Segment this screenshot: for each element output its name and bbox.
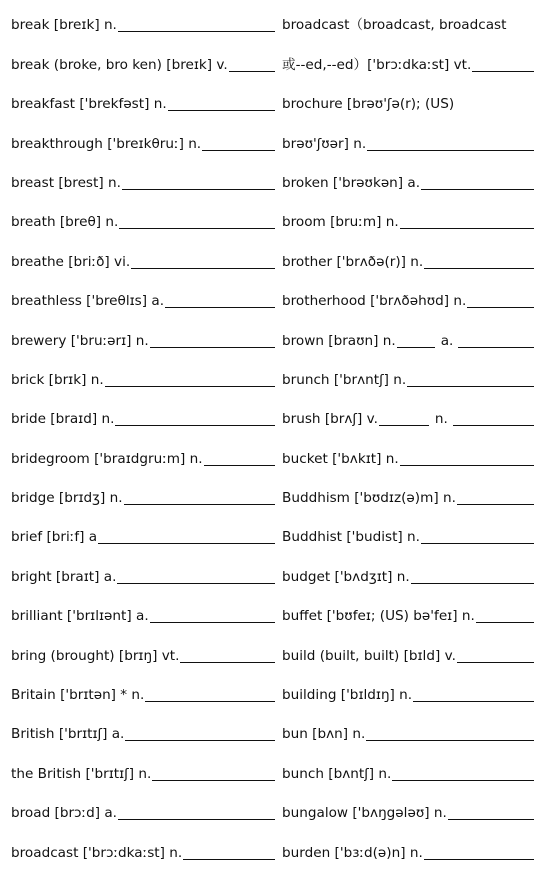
- answer-blank[interactable]: [180, 661, 275, 663]
- answer-blank[interactable]: [397, 346, 435, 348]
- word-term: brilliant ['brɪlɪənt] a.: [11, 608, 149, 625]
- word-term: brotherhood ['brʌðəhʊd] n.: [282, 293, 467, 310]
- word-term: brewery ['bruːərɪ] n.: [11, 332, 149, 349]
- word-term: brush [brʌʃ] v.: [282, 411, 378, 428]
- answer-blank[interactable]: [152, 779, 275, 781]
- word-term: brief [briːf] a: [11, 529, 98, 546]
- answer-blank[interactable]: [150, 621, 275, 623]
- word-term: bridegroom ['braɪdgruːm] n.: [11, 450, 203, 467]
- word-term: breathless ['breθlɪs] a.: [11, 293, 165, 310]
- word-entry: [282, 477, 534, 516]
- word-term: breast [brest] n.: [11, 174, 121, 191]
- answer-blank[interactable]: [118, 818, 275, 820]
- word-entry: [11, 437, 275, 476]
- word-term: Buddhism ['bʊdɪz(ə)m] n.: [282, 490, 456, 507]
- answer-blank[interactable]: [453, 424, 534, 426]
- word-term: bungalow ['bʌŋgələʊ] n.: [282, 805, 447, 822]
- word-term: breath [breθ] n.: [11, 214, 119, 231]
- word-entry: [282, 359, 534, 398]
- word-entry: [282, 43, 534, 82]
- answer-blank[interactable]: [366, 739, 534, 741]
- word-part-label: a.: [440, 332, 454, 349]
- word-entry: [282, 831, 534, 870]
- word-entry: [11, 83, 275, 122]
- word-term: bridge [brɪdʒ] n.: [11, 490, 123, 507]
- word-entry: [282, 83, 534, 122]
- word-entry: [11, 201, 275, 240]
- answer-blank[interactable]: [400, 227, 534, 229]
- word-term: bun [bʌn] n.: [282, 726, 366, 743]
- word-term: brunch ['brʌntʃ] n.: [282, 371, 407, 388]
- left-column: [11, 4, 275, 871]
- word-term: British ['brɪtɪʃ] a.: [11, 726, 125, 743]
- answer-blank[interactable]: [392, 779, 534, 781]
- answer-blank[interactable]: [472, 70, 534, 72]
- word-term: broad [brɔːd] a.: [11, 805, 117, 822]
- word-term: build (built, built) [bɪld] v.: [282, 647, 456, 664]
- word-term: brown [braʊn] n.: [282, 332, 396, 349]
- word-entry: [11, 398, 275, 437]
- answer-blank[interactable]: [400, 464, 534, 466]
- answer-blank[interactable]: [124, 503, 275, 505]
- word-term: Buddhist ['budist] n.: [282, 529, 420, 546]
- word-term: buffet ['bʊfeɪ; (US) bə'feɪ] n.: [282, 608, 475, 625]
- answer-blank[interactable]: [125, 739, 275, 741]
- word-term: break (broke, bro ken) [breɪk] v.: [11, 56, 228, 73]
- answer-blank[interactable]: [119, 227, 275, 229]
- word-entry: [11, 752, 275, 791]
- word-entry: [282, 792, 534, 831]
- word-term: breakfast ['brekfəst] n.: [11, 96, 167, 113]
- answer-blank[interactable]: [424, 858, 534, 860]
- word-part-label: n.: [434, 411, 448, 428]
- word-entry: [11, 122, 275, 161]
- answer-blank[interactable]: [424, 267, 534, 269]
- word-entry: [11, 4, 275, 43]
- word-term: breathe [briːð] vi.: [11, 253, 131, 270]
- word-entry: [282, 516, 534, 555]
- answer-blank[interactable]: [448, 818, 534, 820]
- word-term: bright [braɪt] a.: [11, 568, 117, 585]
- answer-blank[interactable]: [98, 542, 275, 544]
- word-entry: [11, 555, 275, 594]
- word-entry: [11, 713, 275, 752]
- word-term: bride [braɪd] n.: [11, 411, 115, 428]
- answer-blank[interactable]: [183, 858, 275, 860]
- word-term: brother ['brʌðə(r)] n.: [282, 253, 424, 270]
- word-entry: [11, 634, 275, 673]
- answer-blank[interactable]: [407, 385, 534, 387]
- word-entry: [282, 201, 534, 240]
- word-term: Britain ['brɪtən] * n.: [11, 687, 145, 704]
- answer-blank[interactable]: [105, 385, 275, 387]
- answer-blank[interactable]: [457, 661, 534, 663]
- answer-blank[interactable]: [118, 30, 275, 32]
- word-term: breakthrough ['breɪkθruː] n.: [11, 135, 202, 152]
- word-term: brick [brɪk] n.: [11, 371, 104, 388]
- answer-blank[interactable]: [458, 346, 534, 348]
- word-entry: [282, 634, 534, 673]
- word-entry: [11, 792, 275, 831]
- word-entry: [11, 595, 275, 634]
- answer-blank[interactable]: [367, 149, 534, 151]
- answer-blank[interactable]: [379, 424, 429, 426]
- word-term: the British ['brɪtɪʃ] n.: [11, 765, 152, 782]
- word-entry: [282, 162, 534, 201]
- word-entry: [282, 4, 534, 43]
- word-entry: [11, 43, 275, 82]
- answer-blank[interactable]: [115, 424, 275, 426]
- word-term: broadcast ['brɔːdkaːst] n.: [11, 844, 183, 861]
- answer-blank[interactable]: [150, 346, 275, 348]
- word-term: bring (brought) [brɪŋ] vt.: [11, 647, 180, 664]
- answer-blank[interactable]: [413, 700, 534, 702]
- word-list-grid: [0, 4, 546, 871]
- word-entry: [282, 398, 534, 437]
- word-term: broken ['brəʊkən] a.: [282, 174, 421, 191]
- word-entry: [282, 280, 534, 319]
- word-entry: [282, 713, 534, 752]
- word-entry: [282, 240, 534, 279]
- word-entry: [282, 437, 534, 476]
- answer-blank[interactable]: [476, 621, 534, 623]
- answer-blank[interactable]: [145, 700, 275, 702]
- answer-blank[interactable]: [131, 267, 275, 269]
- answer-blank[interactable]: [411, 582, 534, 584]
- word-term: bucket ['bʌkɪt] n.: [282, 450, 399, 467]
- word-entry: [11, 280, 275, 319]
- word-entry: [282, 122, 534, 161]
- word-term: 或--ed,--ed）['brɔːdkaːst] vt.: [282, 56, 472, 73]
- answer-blank[interactable]: [421, 542, 534, 544]
- answer-blank[interactable]: [421, 188, 534, 190]
- word-entry: [11, 516, 275, 555]
- word-entry: [11, 477, 275, 516]
- word-term: brəʊ'ʃʊər] n.: [282, 135, 367, 152]
- word-entry: [282, 319, 534, 358]
- answer-blank[interactable]: [204, 464, 275, 466]
- word-term: break [breɪk] n.: [11, 17, 117, 34]
- answer-blank[interactable]: [202, 149, 275, 151]
- answer-blank[interactable]: [168, 109, 275, 111]
- word-entry: [11, 162, 275, 201]
- word-term: broom [bruːm] n.: [282, 214, 399, 231]
- right-column: [282, 4, 534, 871]
- answer-blank[interactable]: [457, 503, 534, 505]
- word-entry: [282, 595, 534, 634]
- word-entry: [11, 359, 275, 398]
- answer-blank[interactable]: [467, 306, 534, 308]
- word-term: bunch [bʌntʃ] n.: [282, 765, 392, 782]
- word-entry: [11, 319, 275, 358]
- answer-blank[interactable]: [229, 70, 275, 72]
- word-term: burden ['bɜːd(ə)n] n.: [282, 844, 423, 861]
- answer-blank[interactable]: [117, 582, 275, 584]
- word-entry: [282, 555, 534, 594]
- word-entry: [282, 752, 534, 791]
- answer-blank[interactable]: [165, 306, 275, 308]
- word-entry: [11, 831, 275, 870]
- word-entry: [11, 674, 275, 713]
- word-entry: [282, 674, 534, 713]
- answer-blank[interactable]: [122, 188, 275, 190]
- word-term: broadcast（broadcast, broadcast: [282, 17, 507, 34]
- word-entry: [11, 240, 275, 279]
- word-term: budget ['bʌdʒɪt] n.: [282, 568, 410, 585]
- word-term: building ['bɪldɪŋ] n.: [282, 687, 413, 704]
- word-term: brochure [brəʊ'ʃə(r); (US): [282, 96, 455, 113]
